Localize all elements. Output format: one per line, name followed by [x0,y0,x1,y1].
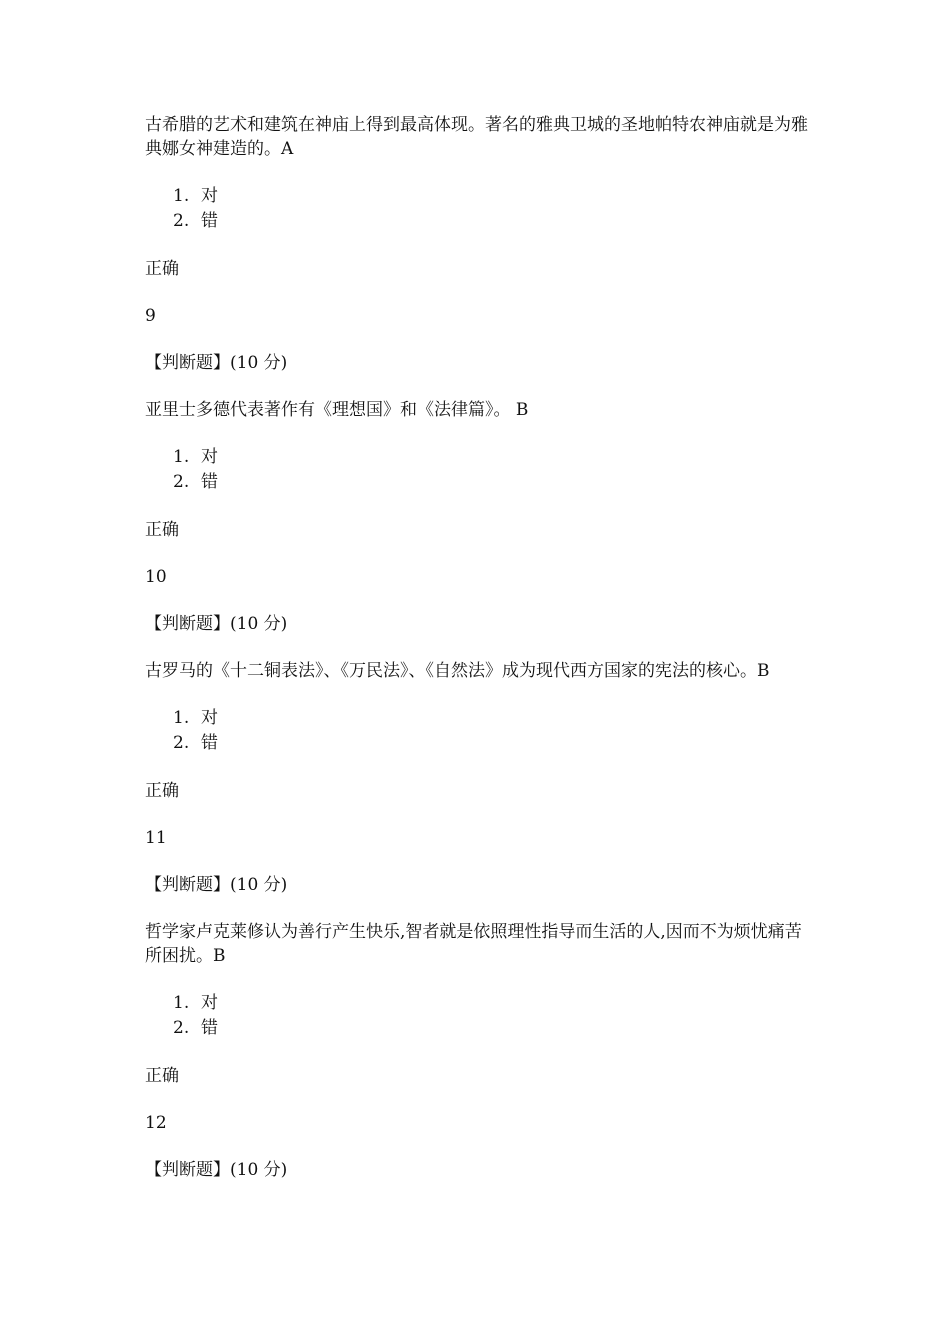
answer-result: 正确 [145,1066,179,1086]
option-item[interactable]: 2. 错 [173,472,218,492]
question-type: 【判断题】(10 分) [145,875,288,895]
answer-result: 正确 [145,520,179,540]
question-block [145,826,815,1088]
answer-result: 正确 [145,259,179,279]
answer-result: 正确 [145,781,179,801]
option-list [145,445,815,495]
question-block [145,304,815,542]
question-block [145,565,815,803]
option-item[interactable]: 2. 错 [173,1018,218,1038]
question-block [145,113,815,281]
option-item[interactable]: 2. 错 [173,733,218,753]
option-item[interactable]: 1. 对 [173,186,218,206]
question-statement: 古希腊的艺术和建筑在神庙上得到最高体现。著名的雅典卫城的圣地帕特农神庙就是为雅典娜女神建造的。A [145,115,808,159]
question-statement: 哲学家卢克莱修认为善行产生快乐,智者就是依照理性指导而生活的人,因而不为烦忧痛苦所困扰。B [145,922,802,966]
question-statement: 古罗马的《十二铜表法》、《万民法》、《自然法》成为现代西方国家的宪法的核心。B [145,661,770,681]
question-type: 【判断题】(10 分) [145,1160,288,1180]
question-number: 11 [145,828,167,848]
question-number: 12 [145,1113,167,1133]
question-number: 9 [145,306,156,326]
option-list [145,991,815,1041]
question-block [145,1111,815,1182]
document-page [145,113,815,1205]
option-item[interactable]: 1. 对 [173,708,218,728]
option-list [145,706,815,756]
option-item[interactable]: 2. 错 [173,211,218,231]
option-item[interactable]: 1. 对 [173,447,218,467]
option-list [145,184,815,234]
question-type: 【判断题】(10 分) [145,353,288,373]
option-item[interactable]: 1. 对 [173,993,218,1013]
question-statement: 亚里士多德代表著作有《理想国》和《法律篇》。 B [145,400,529,420]
question-type: 【判断题】(10 分) [145,614,288,634]
question-number: 10 [145,567,167,587]
